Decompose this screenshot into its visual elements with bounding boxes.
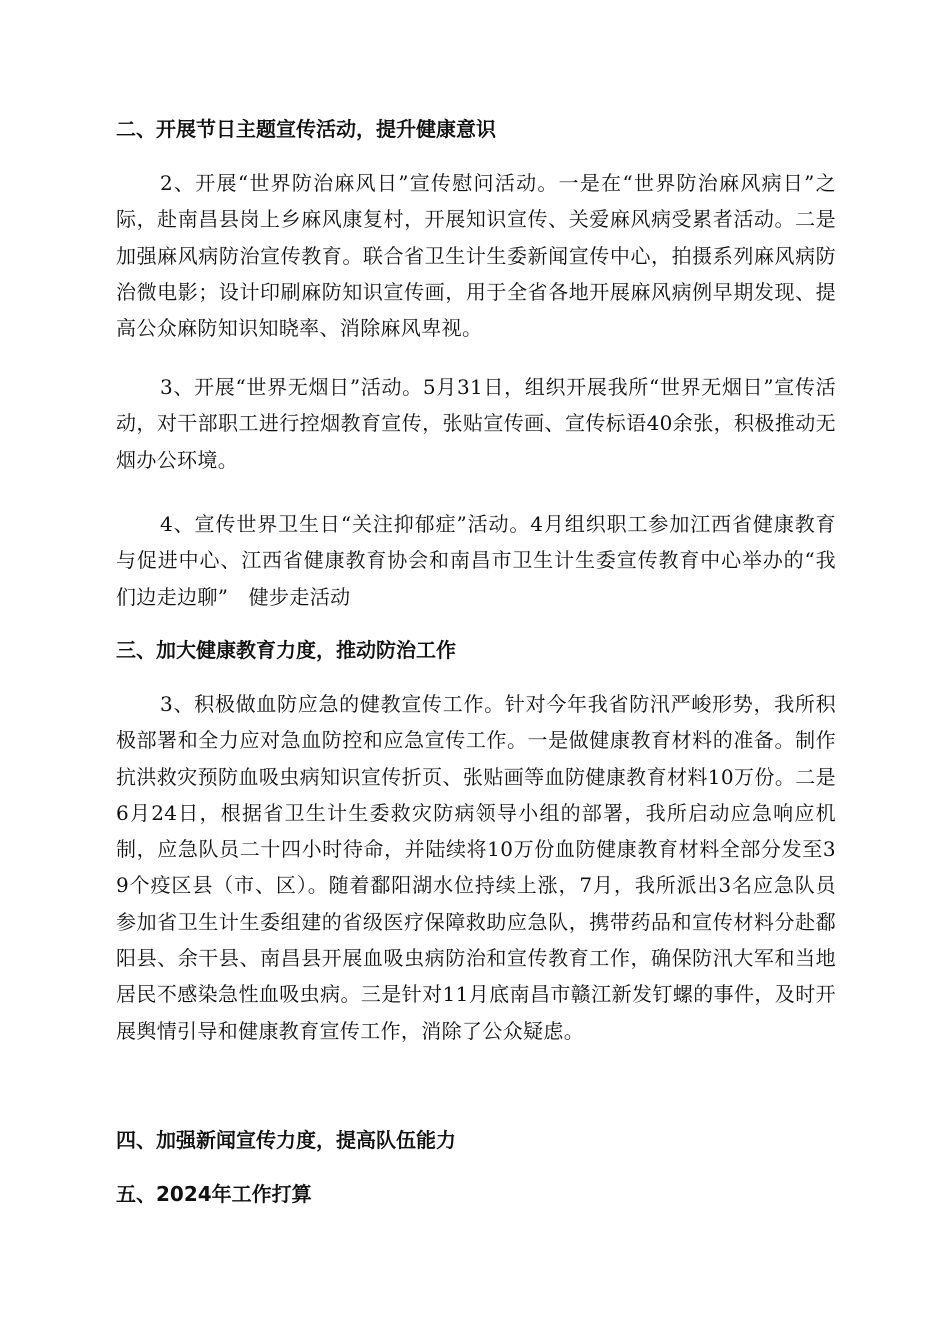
section-heading-3: 三、加大健康教育力度，推动防治工作 [116, 638, 456, 662]
paragraph-leprosy-day: 2、开展“世界防治麻风日”宣传慰问活动。一是在“世界防治麻风病日”之际，赴南昌县岗上乡麻风康复村，开展知识宣传、关爱麻风病受累者活动。二是加强麻风病防治宣传教育。联合省卫生计生委新闻宣传中心，拍摄系列麻风病防治微电影；设计印刷麻防知识宣传画，用于全省各地开展麻风病例早期发现、提高公众麻防知识知晓率、消除麻风卑视。 [116, 171, 836, 341]
paragraph-health-day: 4、宣传世界卫生日“关注抑郁症”活动。4月组织职工参加江西省健康教育与促进中心、江西省健康教育协会和南昌市卫生计生委宣传教育中心举办的“我们边走边聊” 健步走活动 [116, 512, 836, 609]
section-heading-4: 四、加强新闻宣传力度，提高队伍能力 [116, 1128, 456, 1152]
section-heading-5: 五、2024年工作打算 [116, 1182, 312, 1206]
section-heading-2: 二、开展节日主题宣传活动，提升健康意识 [116, 117, 496, 141]
paragraph-schistosomiasis: 3、积极做血防应急的健教宣传工作。针对今年我省防汛严峻形势，我所积极部署和全力应对急血防控和应急宣传工作。一是做健康教育材料的准备。制作抗洪救灾预防血吸虫病知识宣传折页、张贴画等血防健康教育材料10万份。二是6月24日，根据省卫生计生委救灾防病领导小组的部署，我所启动应急响应机制，应急队员二十四小时待命，并陆续将10万份血防健康教育材料全部分发至39个疫区县（市、区）。随着鄱阳湖水位持续上涨，7月，我所派出3名应急队员参加省卫生计生委组建的省级医疗保障救助应急队，携带药品和宣传材料分赴鄱阳县、余干县、南昌县开展血吸虫病防治和宣传教育工作，确保防汛大军和当地居民不感染急性血吸虫病。三是针对11月底南昌市赣江新发钉螺的事件，及时开展舆情引导和健康教育宣传工作，消除了公众疑虑。 [116, 692, 836, 1043]
paragraph-no-tobacco-day: 3、开展“世界无烟日”活动。5月31日，组织开展我所“世界无烟日”宣传活动，对干部职工进行控烟教育宣传，张贴宣传画、宣传标语40余张，积极推动无烟办公环境。 [116, 375, 836, 472]
